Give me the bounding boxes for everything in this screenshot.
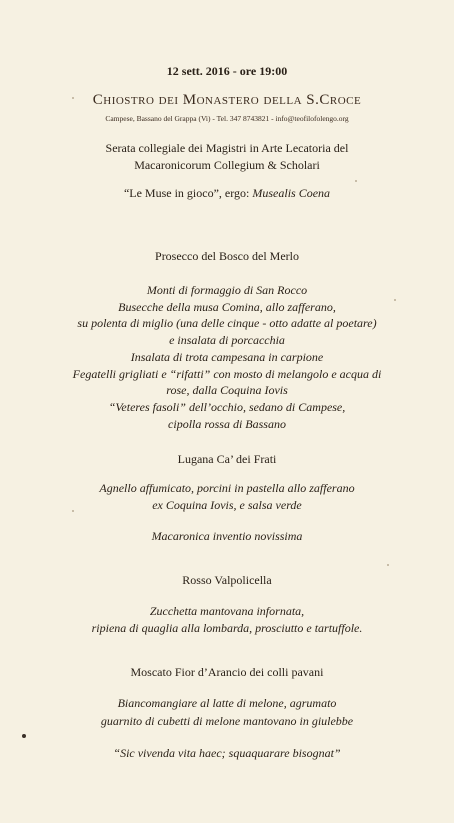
- dish-line: guarnito di cubetti di melone mantovano in giulebbe: [100, 714, 354, 728]
- dish-line: rose, dalla Coquina Iovis: [166, 383, 288, 397]
- paper-speck: [72, 510, 74, 512]
- event-date: 12 sett. 2016 - ore 19:00: [166, 64, 288, 78]
- dish-line: Biancomangiare al latte di melone, agrumato: [117, 696, 337, 710]
- dish-line: Agnello affumicato, porcini in pastella allo zafferano: [99, 481, 355, 495]
- paper-speck: [394, 299, 396, 301]
- wine-1: Prosecco del Bosco del Merlo: [155, 249, 299, 263]
- paper-speck: [387, 564, 389, 566]
- motto: [0, 186, 454, 201]
- paper-speck: [72, 97, 74, 99]
- dish-line: ripiena di quaglia alla lombarda, prosciutto e tartuffole.: [91, 621, 363, 635]
- dish-line: Monti di formaggio di San Rocco: [146, 283, 308, 297]
- venue-title: Chiostro dei Monastero della S.Croce: [92, 92, 362, 108]
- intro-line-1: Serata collegiale dei Magistri in Arte Lecatoria del: [105, 141, 349, 155]
- wine-3: Rosso Valpolicella: [182, 573, 272, 587]
- dish-line: Fegatelli grigliati e “rifatti” con mosto di melangolo e acqua di: [72, 367, 382, 381]
- intro-line-2: Macaronicorum Collegium & Scholari: [134, 158, 320, 172]
- venue-address: Campese, Bassano del Grappa (Vi) - Tel. 347 8743821 - info@teofilofolengo.org: [105, 114, 349, 123]
- dish-line: cipolla rossa di Bassano: [168, 417, 286, 431]
- wine-2: Lugana Ca’ dei Frati: [177, 452, 277, 466]
- dish-line: e insalata di porcacchia: [169, 333, 285, 347]
- dish-line: su polenta di miglio (una delle cinque - otto adatte al poetare): [77, 316, 377, 330]
- wine-4: Moscato Fior d’Arancio dei colli pavani: [130, 665, 324, 679]
- motto-prefix: “Le Muse in gioco”, ergo:: [123, 186, 253, 200]
- dish-line: Insalata di trota campesana in carpione: [130, 350, 324, 364]
- dish-line: Zucchetta mantovana infornata,: [149, 604, 305, 618]
- motto-italic: Musealis Coena: [252, 186, 331, 200]
- dish-line: ex Coquina Iovis, e salsa verde: [152, 498, 302, 512]
- dish-line: “Veteres fasoli” dell’occhio, sedano di Campese,: [108, 400, 346, 414]
- closing-motto: “Sic vivenda vita haec; squaquarare bisognat”: [113, 746, 341, 760]
- dish-line: Macaronica inventio novissima: [151, 529, 303, 543]
- dish-line: Busecche della musa Comina, allo zafferano,: [118, 300, 336, 314]
- paper-speck: [355, 180, 357, 182]
- paper-speck: [22, 734, 26, 738]
